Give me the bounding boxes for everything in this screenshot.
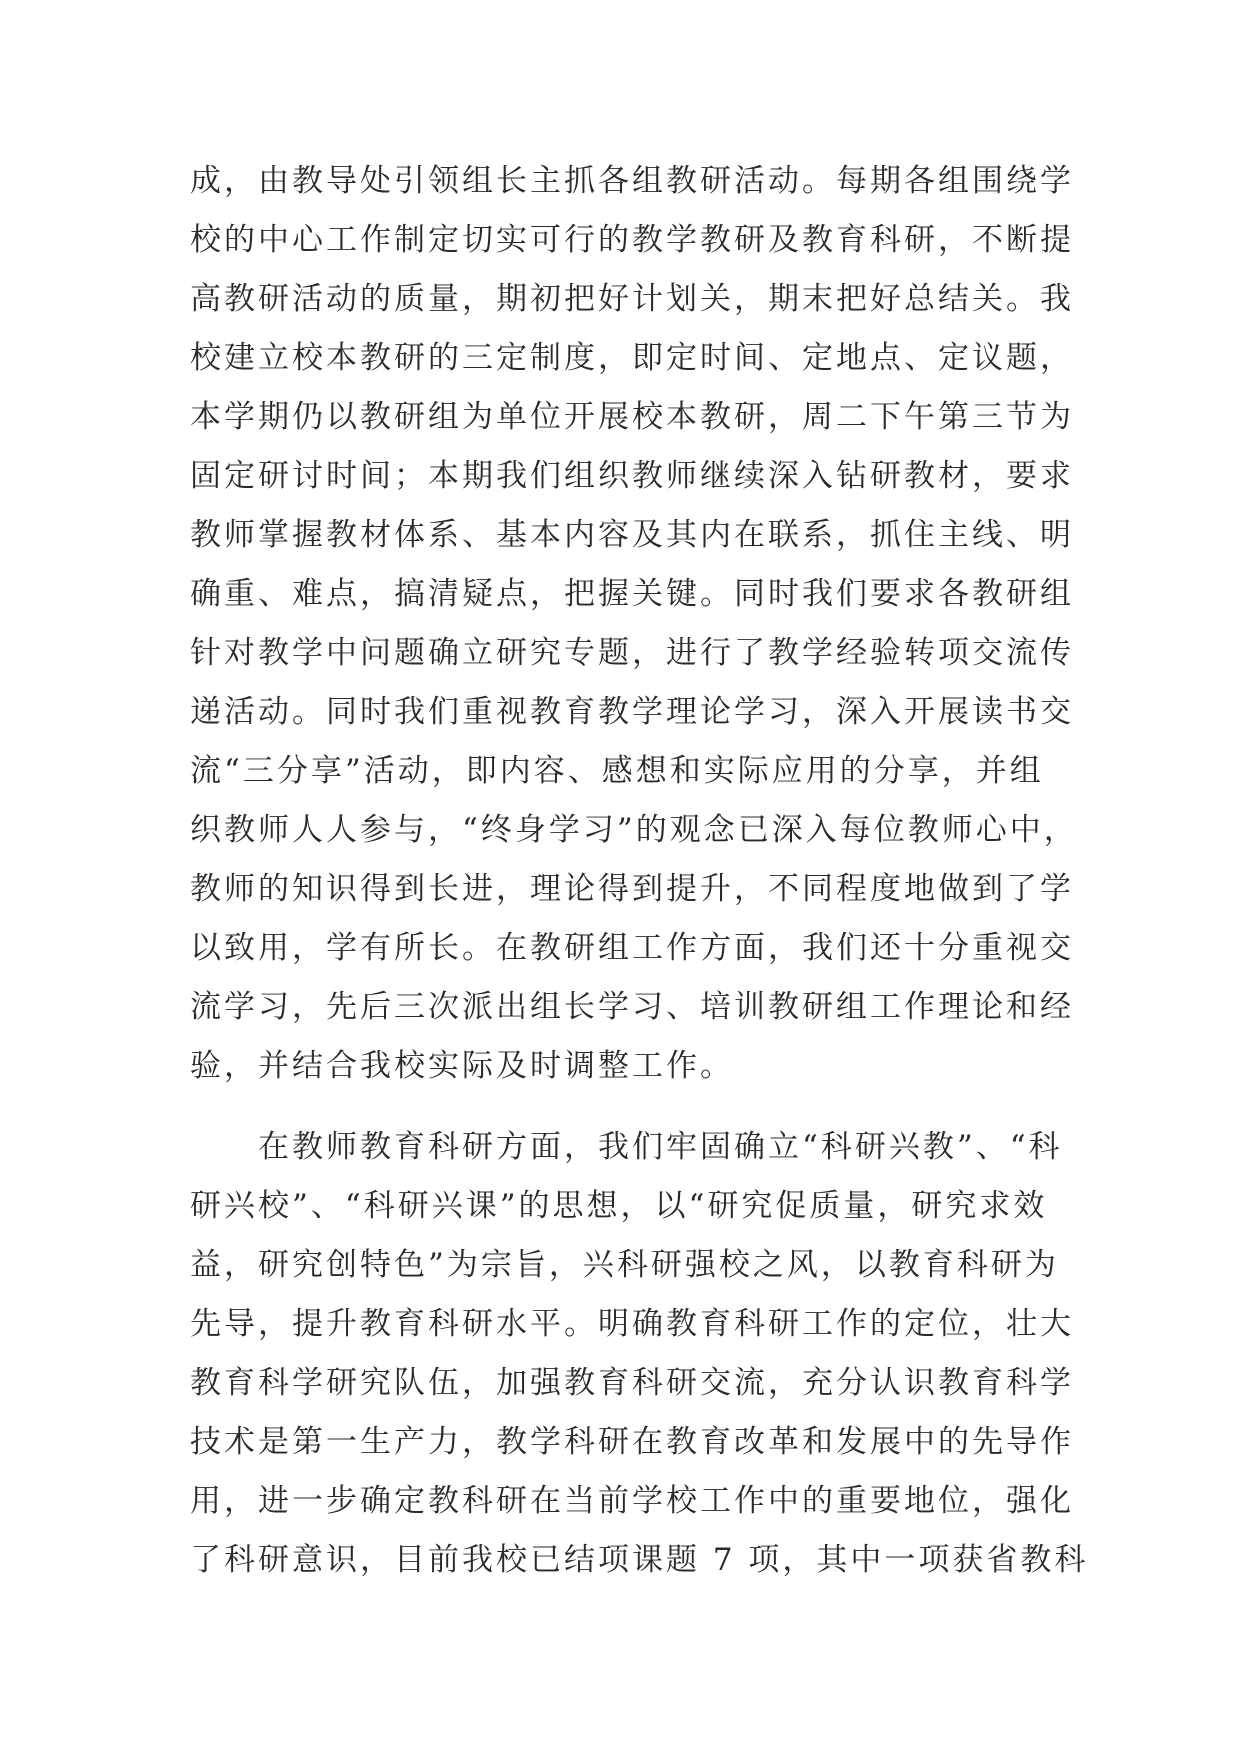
text-line: 流“三分享”活动，即内容、感想和实际应用的分享，并组 — [190, 753, 1044, 789]
paragraph-spacing — [190, 1096, 1070, 1118]
text-line: 教师的知识得到长进，理论得到提升，不同程度地做到了学 — [190, 871, 1074, 907]
text-line: 校建立校本教研的三定制度，即定时间、定地点、定议题， — [190, 340, 1074, 376]
text-line: 先导，提升教育科研水平。明确教育科研工作的定位，壮大 — [190, 1306, 1074, 1342]
text-line: 本学期仍以教研组为单位开展校本教研，周二下午第三节为 — [190, 399, 1074, 435]
text-line: 确重、难点，搞清疑点，把握关键。同时我们要求各教研组 — [190, 576, 1074, 612]
text-line: 高教研活动的质量，期初把好计划关，期末把好总结关。我 — [190, 281, 1074, 317]
text-line: 固定研讨时间；本期我们组织教师继续深入钻研教材，要求 — [190, 458, 1074, 494]
text-line: 教师掌握教材体系、基本内容及其内在联系，抓住主线、明 — [190, 517, 1074, 553]
text-line: 成，由教导处引领组长主抓各组教研活动。每期各组围绕学 — [190, 163, 1074, 199]
text-line: 流学习，先后三次派出组长学习、培训教研组工作理论和经 — [190, 989, 1074, 1025]
paragraph-2 — [190, 1118, 1089, 1590]
text-line: 验，并结合我校实际及时调整工作。 — [190, 1048, 734, 1084]
text-line: 织教师人人参与，“终身学习”的观念已深入每位教师心中， — [190, 812, 1078, 848]
text-line: 递活动。同时我们重视教育教学理论学习，深入开展读书交 — [190, 694, 1074, 730]
text-line: 针对教学中问题确立研究专题，进行了教学经验转项交流传 — [190, 635, 1074, 671]
document-body — [190, 152, 1089, 1590]
text-line: 了科研意识，目前我校已结项课题 7 项，其中一项获省教科 — [190, 1542, 1089, 1578]
text-line: 教育科学研究队伍，加强教育科研交流，充分认识教育科学 — [190, 1365, 1074, 1401]
text-line: 技术是第一生产力，教学科研在教育改革和发展中的先导作 — [190, 1424, 1074, 1460]
paragraph-1 — [190, 152, 1078, 1096]
text-line: 以致用，学有所长。在教研组工作方面，我们还十分重视交 — [190, 930, 1074, 966]
text-line: 研兴校”、“科研兴课”的思想，以“研究促质量，研究求效 — [190, 1188, 1048, 1224]
text-line: 校的中心工作制定切实可行的教学教研及教育科研，不断提 — [190, 222, 1074, 258]
text-line: 用，进一步确定教科研在当前学校工作中的重要地位，强化 — [190, 1483, 1074, 1519]
text-line: 益，研究创特色”为宗旨，兴科研强校之风，以教育科研为 — [190, 1247, 1059, 1283]
text-line: 在教师教育科研方面，我们牢固确立“科研兴教”、“科 — [190, 1129, 1063, 1165]
